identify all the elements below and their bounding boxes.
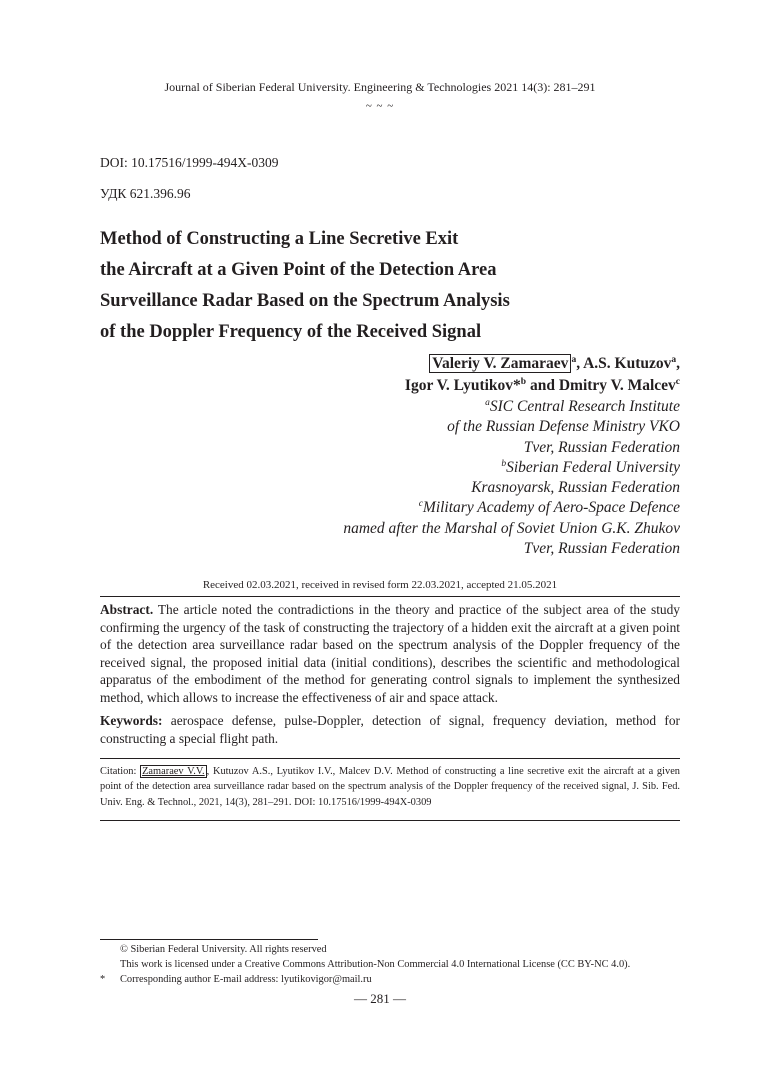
- affiliation-text: Siberian Federal University: [506, 458, 680, 476]
- affiliations: [343, 397, 680, 559]
- title-line: Surveillance Radar Based on the Spectrum Analysis: [100, 291, 510, 311]
- affiliation-b: [343, 458, 680, 478]
- affil-sup: c: [418, 499, 423, 510]
- affiliation-text: Military Academy of Aero-Space Defence: [422, 499, 680, 517]
- citation: [100, 764, 680, 810]
- keywords-text: aerospace defense, pulse-Doppler, detection of signal, frequency deviation, method for constructing a special flight path.: [100, 713, 680, 746]
- author-line-1: [405, 353, 680, 375]
- affil-sup: a: [571, 354, 577, 365]
- citation-text: , Kutuzov A.S., Lyutikov I.V., Malcev D.V. Method of constructing a line secretive exit the aircraft at a given point of the detection area surveillance radar based on the spectrum analysis of the Doppler frequency of the received signal, J. Sib. Fed. Univ. Eng. & Technol., 2021, 14(3), 281–291. DOI: 10.17516/1999-494X-0309: [100, 766, 681, 808]
- author-malcev: and Dmitry V. Malcev: [526, 377, 676, 394]
- article-title: [100, 224, 660, 348]
- affiliation-text: of the Russian Defense Ministry VKO: [447, 418, 680, 436]
- footnote-copyright: [100, 942, 327, 957]
- affil-sup: c: [675, 376, 680, 387]
- received-dates: Received 02.03.2021, received in revised form 22.03.2021, accepted 21.05.2021: [202, 579, 558, 591]
- divider: [100, 820, 680, 821]
- author-separator: ,: [676, 355, 680, 372]
- author-list: [405, 353, 680, 397]
- keywords-label: Keywords:: [100, 713, 163, 728]
- affil-sup: b: [520, 376, 527, 387]
- title-line: Method of Constructing a Line Secretive Exit: [100, 229, 459, 249]
- affiliation-text: Krasnoyarsk, Russian Federation: [471, 479, 680, 497]
- footnote-marker: *: [100, 974, 106, 985]
- udk-code: УДК 621.396.96: [100, 186, 191, 201]
- title-line: of the Doppler Frequency of the Received Signal: [100, 322, 482, 342]
- footnote-text: This work is licensed under a Creative Commons Attribution-Non Commercial 4.0 International License (CC BY-NC 4.0).: [120, 959, 631, 970]
- footnote-license: [100, 957, 630, 972]
- affiliation-text: Tver, Russian Federation: [523, 438, 680, 456]
- affil-sup: b: [501, 458, 507, 469]
- affil-sup: a: [671, 354, 677, 365]
- affil-sup: a: [485, 397, 490, 408]
- title-line: the Aircraft at a Given Point of the Detection Area: [100, 260, 497, 280]
- header-ornament: ~ ~ ~: [365, 100, 395, 112]
- footnote-text: © Siberian Federal University. All rights reserved: [120, 944, 327, 955]
- author-lyutikov: Igor V. Lyutikov*: [404, 377, 521, 394]
- author-kutuzov: , A.S. Kutuzov: [576, 355, 672, 372]
- affiliation-a: [343, 397, 680, 417]
- citation-prefix: Citation:: [100, 766, 141, 777]
- affiliation-text: Tver, Russian Federation: [523, 540, 680, 558]
- citation-author-link[interactable]: Zamaraev V.V.: [142, 766, 205, 777]
- abstract-label: Abstract.: [100, 602, 154, 617]
- page-number: — 281 —: [354, 991, 406, 1006]
- doi: DOI: 10.17516/1999-494X-0309: [100, 155, 279, 170]
- abstract: [100, 601, 680, 707]
- divider: [100, 758, 680, 759]
- affiliation-text: named after the Marshal of Soviet Union G.K. Zhukov: [343, 519, 680, 537]
- divider: [100, 596, 680, 597]
- author-line-2: [405, 375, 680, 397]
- footnote-text: Corresponding author E-mail address: lyutikovigor@mail.ru: [120, 974, 372, 985]
- journal-header: Journal of Siberian Federal University. Engineering & Technologies 2021 14(3): 281–291: [164, 80, 596, 94]
- affiliation-c: [343, 498, 680, 518]
- footnote-corresponding: [100, 972, 372, 987]
- abstract-text: The article noted the contradictions in the theory and practice of the subject area of the study confirming the urgency of the task of constructing the trajectory of a hidden exit the aircraft at a given point of the detection area surveillance radar based on the spectrum analysis of the Doppler frequency of the received signal, the proposed initial data (initial conditions), describes the scientific and methodological apparatus of the embodiment of the method for generating control signals to implement the synthesized method, which allows to increase the effectiveness of air and space attack.: [100, 602, 680, 705]
- footnote-divider: [100, 939, 318, 940]
- affiliation-text: SIC Central Research Institute: [489, 398, 680, 415]
- author-zamaraev-link[interactable]: Valeriy V. Zamaraev: [429, 354, 571, 373]
- keywords: [100, 712, 680, 747]
